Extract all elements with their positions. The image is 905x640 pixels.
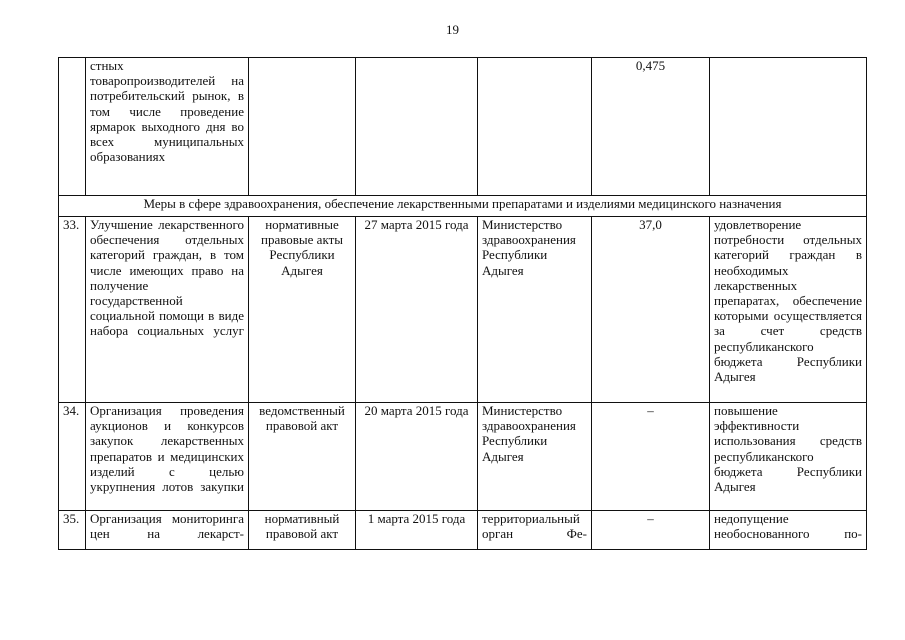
amount-cell: – <box>592 403 710 511</box>
date-cell: 20 марта 2015 года <box>356 403 478 511</box>
action-cell: стных товаропроизводителей на потребительский рынок, в том числе проведение ярмарок выходного дня во всех муниципальных образованиях <box>86 58 249 196</box>
measures-table <box>58 57 867 550</box>
table-row-continued <box>59 58 867 196</box>
responsible-cell: Министерство здравоохранения Республики Адыгея <box>478 403 592 511</box>
action-cell: Организация проведения аукционов и конкурсов закупок лекарственных препаратов и медицинских изделий с целью укрупнения лотов закупки <box>86 403 249 511</box>
num-cell: 33. <box>59 217 86 403</box>
action-cell: Улучшение лекарственного обеспечения отдельных категорий граждан, в том числе имеющих право на получение государственной социальной помощи в виде набора социальных услуг <box>86 217 249 403</box>
document-cell: нормативный правовой акт <box>249 511 356 550</box>
num-cell: 34. <box>59 403 86 511</box>
table-row <box>59 511 867 550</box>
page-number: 19 <box>446 22 459 37</box>
date-cell: 27 марта 2015 года <box>356 217 478 403</box>
responsible-cell <box>478 58 592 196</box>
action-cell: Организация мониторинга цен на лекарст- <box>86 511 249 550</box>
section-row <box>59 196 867 217</box>
table-row <box>59 403 867 511</box>
section-title: Меры в сфере здравоохранения, обеспечение лекарственными препаратами и изделиями медицинского назначения <box>59 196 867 217</box>
result-cell <box>710 58 867 196</box>
table-row <box>59 217 867 403</box>
responsible-cell: Министерство здравоохранения Республики Адыгея <box>478 217 592 403</box>
amount-cell: 37,0 <box>592 217 710 403</box>
num-cell <box>59 58 86 196</box>
result-cell: недопущение необоснованного по- <box>710 511 867 550</box>
date-cell: 1 марта 2015 года <box>356 511 478 550</box>
amount-cell: – <box>592 511 710 550</box>
document-cell <box>249 58 356 196</box>
amount-cell: 0,475 <box>592 58 710 196</box>
result-cell: повышение эффективности использования средств республиканского бюджета Республики Адыгея <box>710 403 867 511</box>
document-cell: ведомственный правовой акт <box>249 403 356 511</box>
num-cell: 35. <box>59 511 86 550</box>
responsible-cell: территориальный орган Фе- <box>478 511 592 550</box>
date-cell <box>356 58 478 196</box>
result-cell: удовлетворение потребности отдельных категорий граждан в необходимых лекарственных препаратах, обеспечение которыми осуществляется за счет средств республиканского бюджета Республики Адыгея <box>710 217 867 403</box>
document-cell: нормативные правовые акты Республики Адыгея <box>249 217 356 403</box>
